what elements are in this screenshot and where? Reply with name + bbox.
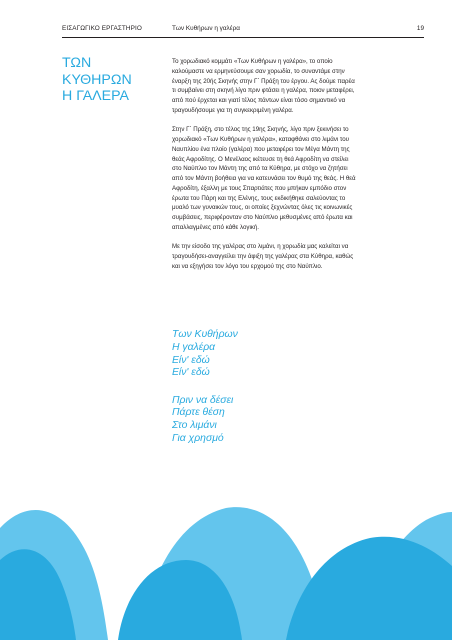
text-line: χορωδιακό «Των Κυθήρων η γαλέρα», καταφθάνει στο λιμάνι του — [172, 136, 349, 143]
lyric-line: Για χρησμό — [172, 433, 224, 445]
text-line: από πού έρχεται και γιατί τέλος πάντων είναι τόσο σημαντικό να — [172, 97, 346, 104]
text-line: μυαλό των γυναικών τους, οι οποίες ξεχνώντας όλες τις κοινωνικές — [172, 204, 353, 212]
text-line: Το χορωδιακό κομμάτι «Των Κυθήρων η γαλέρα», το οποίο — [172, 58, 333, 65]
text-line: τραγουδήσουμε για τη συγκεκριμένη γαλέρα. — [172, 106, 294, 114]
text-line: από τον Μάντη βοήθεια για να κατευνάσει τον θυμό της θεάς. Η θεά — [172, 175, 356, 182]
text-line: Αφροδίτη, έξαλλη με τους Σπαρτιάτες που μπήκαν εμπόδιο στον — [172, 184, 347, 192]
text-line: και να εξηγήσει τον λόγο του ερχομού της στο Ναύπλιο. — [172, 262, 323, 270]
text-line: τι συμβαίνει στη σκηνή λίγο πριν φτάσει η γαλέρα, ποιον μεταφέρει, — [172, 87, 355, 95]
section-label: ΕΙΣΑΓΩΓΙΚΟ ΕΡΓΑΣΤΗΡΙΟ — [62, 25, 142, 32]
text-line: έναρξη της 20ής Σκηνής στην Γ΄ Πράξη του έργου. Ας δούμε παρέα — [172, 77, 355, 85]
lyric-line: Πάρτε θέση — [172, 407, 225, 419]
text-line: στο Ναύπλιο τον Μάντη της από τα Κύθηρα, με στόχο να ζητήσει — [172, 165, 348, 173]
lyric-line: Των Κυθήρων — [172, 329, 238, 340]
text-line: θεάς Αφροδίτης. Ο Μενέλαος ικέτευσε τη θεά Αφροδίτη να στείλει — [172, 155, 349, 163]
text-line: συμβάσεις, περιφέρονταν στο Ναύπλιο μεθυσμένες από έρωτα και — [172, 214, 353, 221]
lyric-line: Είν' εδώ — [172, 367, 210, 379]
text-line: Με την είσοδο της γαλέρας στο λιμάνι, η χορωδία μας καλείται να — [172, 243, 349, 251]
text-line: Ναυπλίου ένα πλοίο (γαλέρα) που μεταφέρει τον Μέγα Μάντη της — [172, 145, 350, 153]
text-line: απαλλαγμένες από κάθε λογική. — [172, 223, 259, 231]
title-line: ΚΥΘΗΡΩΝ — [62, 71, 132, 88]
text-line: Στην Γ΄ Πράξη, στο τέλος της 19ης Σκηνής, λίγο πριν ξεκινήσει το — [172, 126, 349, 134]
lyric-line: Η γαλέρα — [172, 341, 216, 353]
lyric-line: Πριν να δέσει — [172, 394, 234, 406]
text-line: τραγουδήσει-αναγγείλει την άφιξη της γαλέρας στα Κύθηρα, καθώς — [172, 253, 354, 260]
chapter-label: Των Κυθήρων η γαλέρα — [172, 25, 240, 32]
lyric-line: Είν' εδώ — [172, 354, 210, 366]
text-line: έρωτα του Πάρη και της Ελένης, τους εκδικήθηκε σαλεύοντας το — [172, 194, 346, 202]
title-line: Η ΓΑΛΕΡΑ — [62, 88, 129, 104]
text-line: καλούμαστε να ερμηνεύσουμε σαν χορωδία, το συναντάμε στην — [172, 67, 345, 75]
title-line: ΤΩΝ — [62, 55, 92, 71]
lyric-line: Στο λιμάνι — [172, 420, 217, 432]
page-number: 19 — [416, 25, 424, 32]
